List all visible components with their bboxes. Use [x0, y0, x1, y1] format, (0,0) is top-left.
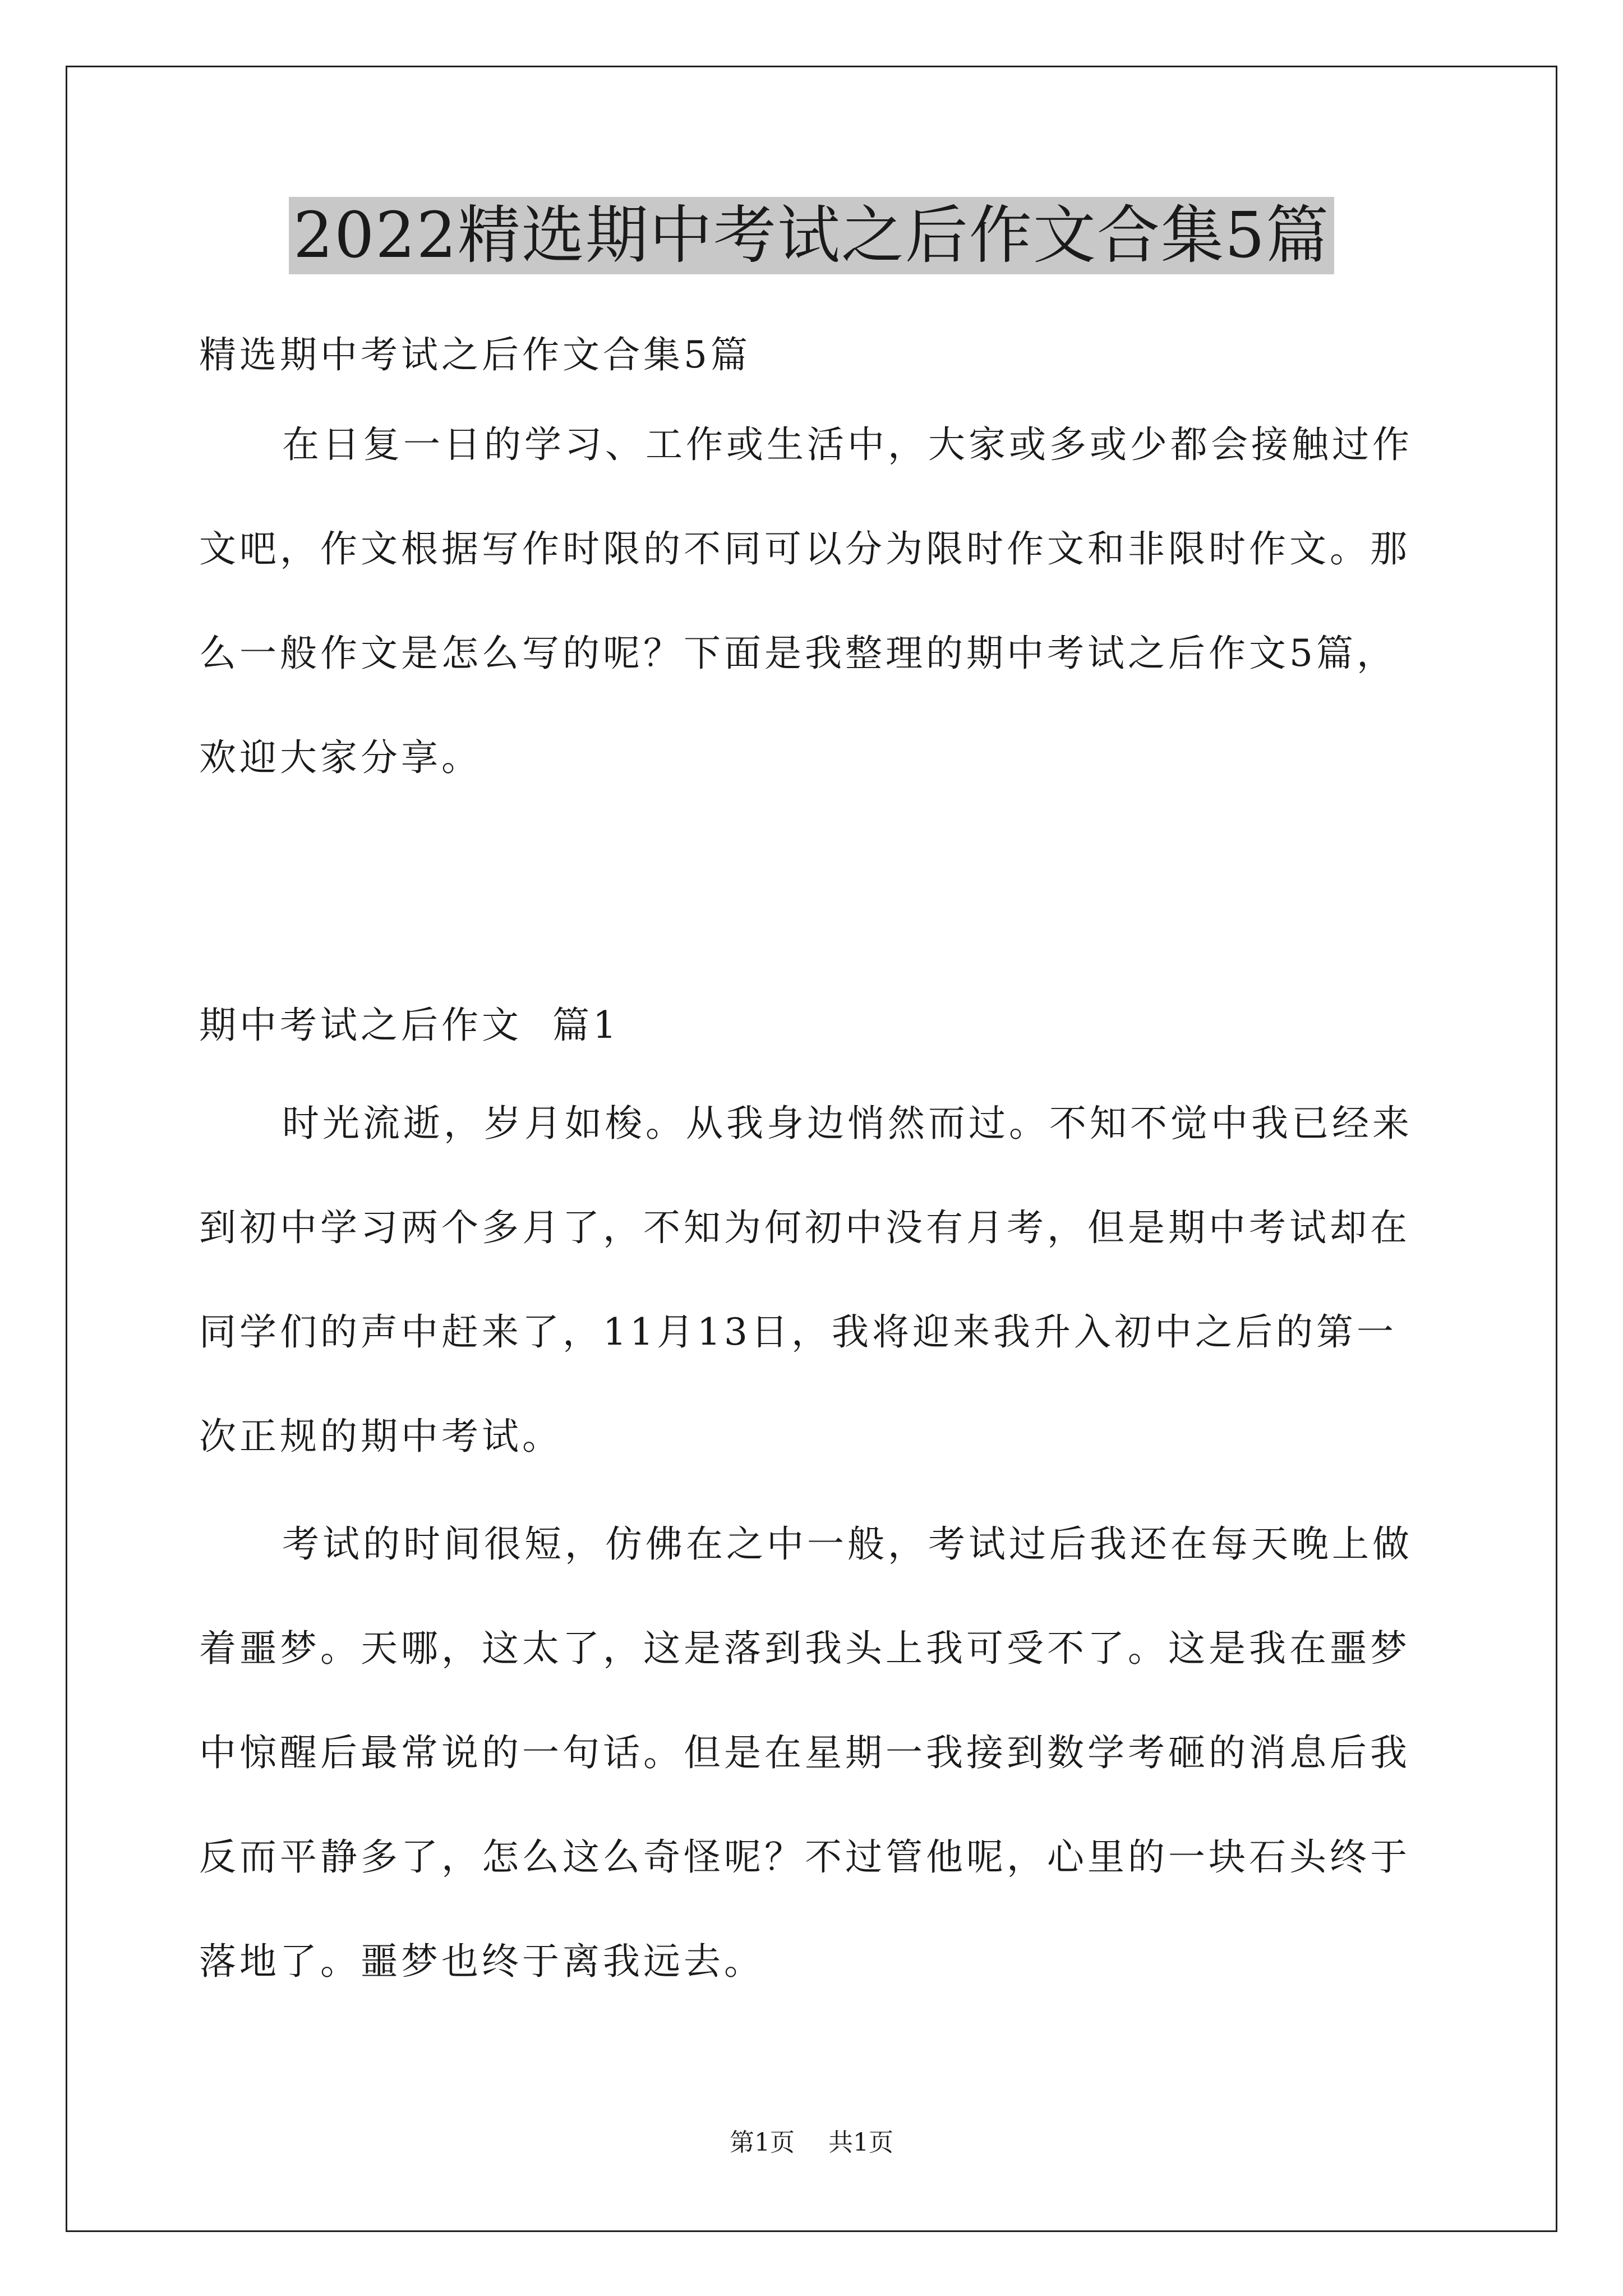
document-title	[0, 194, 1623, 278]
document-title-text: 2022精选期中考试之后作文合集5篇	[289, 197, 1334, 274]
section-heading: 期中考试之后作文 篇1	[199, 1004, 620, 1047]
page-number-current: 第1页	[730, 2128, 795, 2157]
page-number-total: 共1页	[828, 2128, 893, 2157]
body-paragraph: 时光流逝，岁月如梭。从我身边悄然而过。不知不觉中我已经来到初中学习两个多月了，不知为何初中没有月考，但是期中考试却在同学们的声中赶来了，11月13日，我将迎来我升入初中之后的第一次正规的期中考试。	[199, 1102, 1413, 1458]
intro-paragraph: 在日复一日的学习、工作或生活中，大家或多或少都会接触过作文吧，作文根据写作时限的不同可以分为限时作文和非限时作文。那么一般作文是怎么写的呢？下面是我整理的期中考试之后作文5篇，欢迎大家分享。	[199, 423, 1413, 779]
page-footer	[0, 2126, 1623, 2160]
document-subtitle: 精选期中考试之后作文合集5篇	[199, 333, 751, 376]
body-paragraph: 考试的时间很短，仿佛在之中一般，考试过后我还在每天晚上做着噩梦。天哪，这太了，这是落到我头上我可受不了。这是我在噩梦中惊醒后最常说的一句话。但是在星期一我接到数学考砸的消息后我反而平静多了，怎么这么奇怪呢？不过管他呢，心里的一块石头终于落地了。噩梦也终于离我远去。	[199, 1522, 1413, 1983]
